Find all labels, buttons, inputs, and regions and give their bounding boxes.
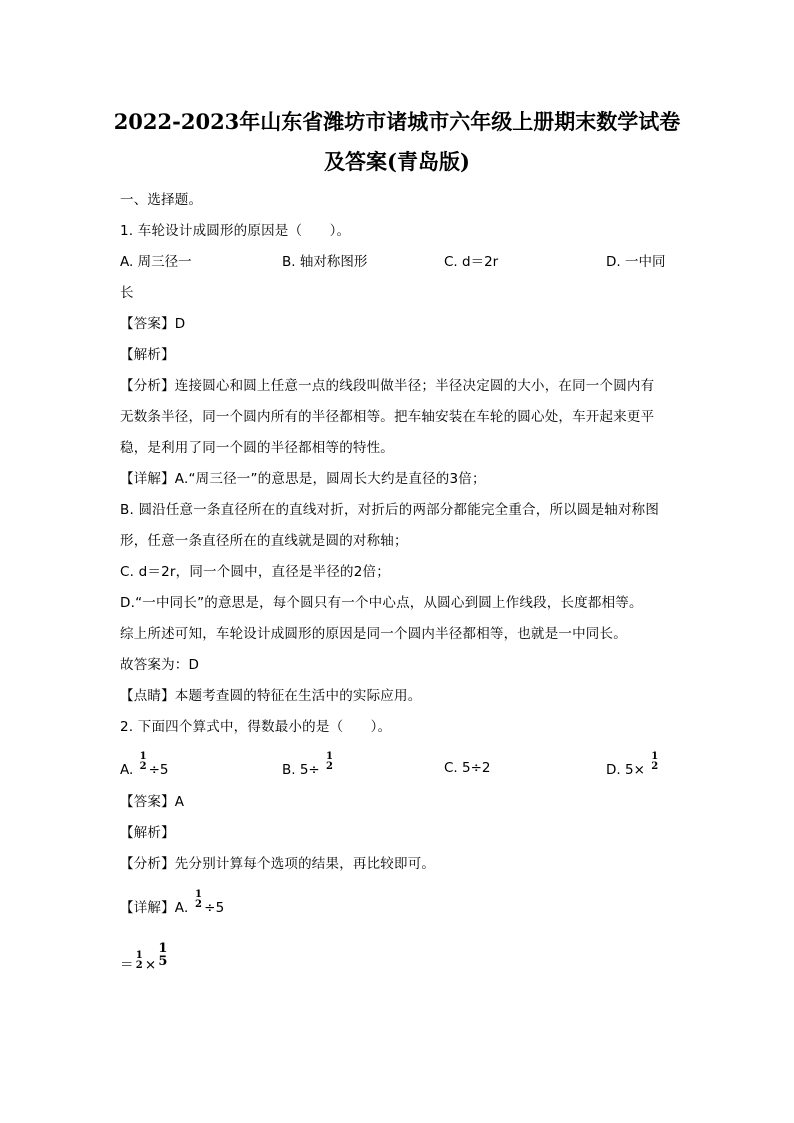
q1-point: 【点睛】本题考查圆的特征在生活中的实际应用。	[120, 688, 422, 704]
q1-detail-line: 【详解】A.“周三径一”的意思是，圆周长大约是直径的3倍；	[120, 471, 486, 487]
section-heading: 一、选择题。	[120, 192, 203, 208]
title-line-1: 2022-2023年山东省潍坊市诸城市六年级上册期末数学试卷	[113, 109, 681, 134]
q2-step-fraction-1	[135, 951, 144, 971]
q2-option-d	[606, 751, 660, 780]
fraction-numerator: 1	[158, 941, 168, 956]
q2-detail-fraction	[194, 890, 203, 910]
q2-analysis: 【分析】先分别计算每个选项的结果，再比较即可。	[120, 856, 436, 872]
q2-stem: 2. 下面四个算式中，得数最小的是（ ）。	[120, 719, 392, 735]
fraction-denominator: 2	[651, 761, 659, 772]
q2-analysis-label: 【解析】	[120, 825, 175, 841]
q1-detail-line: 综上所述可知，车轮设计成圆形的原因是同一个圆内半径都相等，也就是一中同长。	[120, 626, 627, 642]
q2-detail-prefix: 【详解】A.	[120, 900, 189, 916]
q1-option-c: C. d＝2r	[444, 254, 499, 270]
q1-detail-line: 形，任意一条直径所在的直线就是圆的对称轴；	[120, 533, 408, 549]
q2-option-a-suffix: ÷5	[148, 762, 169, 778]
fraction-denominator: 2	[195, 899, 203, 910]
fraction-numerator: 1	[651, 751, 659, 762]
q1-detail-line: D.“一中同长”的意思是，每个圆只有一个中心点，从圆心到圆上作线段，长度都相等。	[120, 595, 643, 611]
q2-option-a	[120, 751, 169, 780]
q1-detail-line: C. d＝2r，同一个圆中，直径是半径的2倍；	[120, 564, 390, 580]
q2-option-b-prefix: B. 5÷	[282, 762, 320, 778]
q2-detail-suffix: ÷5	[204, 900, 225, 916]
equals-sign: ＝	[120, 957, 134, 973]
fraction-numerator: 1	[135, 950, 143, 961]
q2-option-b-fraction	[325, 752, 334, 772]
fraction-denominator: 5	[158, 954, 168, 969]
q1-analysis-line: 稳，是利用了同一个圆的半径都相等的特性。	[120, 440, 394, 456]
q2-option-d-prefix: D. 5×	[606, 762, 645, 778]
fraction-numerator: 1	[195, 889, 203, 900]
q1-analysis-line: 【分析】连接圆心和圆上任意一点的线段叫做半径；半径决定圆的大小，在同一个圆内有	[120, 378, 655, 394]
q2-step-fraction-2	[157, 942, 168, 968]
q1-stem: 1. 车轮设计成圆形的原因是（ ）。	[120, 223, 351, 239]
q1-answer: 【答案】D	[120, 316, 186, 332]
fraction-denominator: 2	[326, 761, 334, 772]
q1-option-a: A. 周三径一	[120, 254, 192, 270]
q1-detail-line: 故答案为：D	[120, 657, 200, 673]
fraction-denominator: 2	[135, 960, 143, 971]
q2-option-a-fraction	[139, 752, 148, 772]
times-sign: ×	[144, 957, 157, 973]
q1-option-b: B. 轴对称图形	[282, 254, 368, 270]
q1-option-d-continued: 长	[120, 285, 134, 301]
q1-analysis-label: 【解析】	[120, 347, 175, 363]
q1-detail-line: B. 圆沿任意一条直径所在的直线对折，对折后的两部分都能完全重合，所以圆是轴对称图	[120, 502, 660, 518]
fraction-numerator: 1	[139, 751, 147, 762]
fraction-denominator: 2	[139, 761, 147, 772]
title-line-2: 及答案(青岛版)	[324, 149, 470, 174]
q1-option-d: D. 一中同	[606, 254, 666, 270]
q2-option-b	[282, 751, 335, 780]
q2-step	[120, 941, 170, 978]
q2-answer: 【答案】A	[120, 794, 185, 810]
q2-option-c: C. 5÷2	[444, 760, 491, 776]
q2-option-d-fraction	[650, 752, 659, 772]
fraction-numerator: 1	[326, 751, 334, 762]
q1-analysis-line: 无数条半径，同一个圆内所有的半径都相等。把车轴安装在车轮的圆心处，车开起来更平	[120, 409, 655, 425]
q2-option-a-prefix: A.	[120, 762, 134, 778]
q2-detail	[120, 889, 225, 918]
